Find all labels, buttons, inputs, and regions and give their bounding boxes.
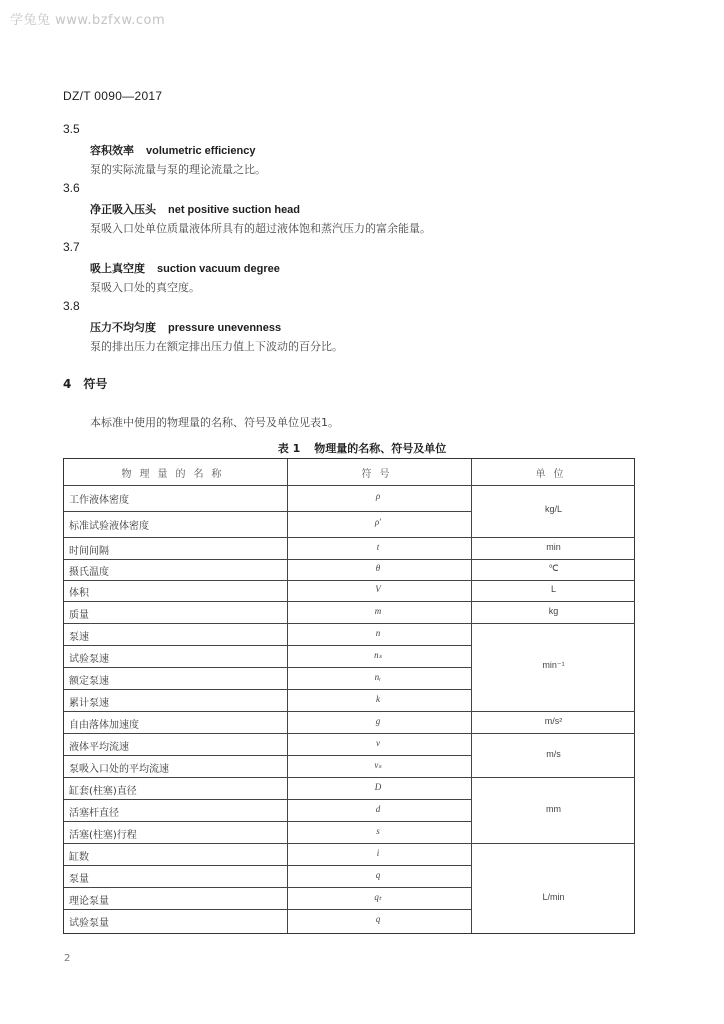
term-title-zh: 吸上真空度: [90, 262, 145, 275]
row-rule: [64, 623, 635, 624]
section-number: 4: [63, 377, 72, 391]
page-number: 2: [64, 953, 71, 964]
cell-name: 液体平均流速: [69, 742, 129, 753]
cell-name: 累计泵速: [69, 698, 109, 709]
cell-symbol: n: [375, 628, 381, 638]
term-number: 3.8: [63, 299, 80, 313]
cell-name: 泵量: [69, 874, 89, 885]
term-title-en: suction vacuum degree: [157, 263, 280, 275]
row-rule: [64, 799, 471, 800]
watermark: 学兔兔 www.bzfxw.com: [10, 13, 166, 28]
cell-unit: L/min: [542, 892, 565, 902]
cell-unit: ℃: [548, 563, 559, 573]
row-rule: [64, 601, 635, 602]
cell-symbol: s: [376, 826, 380, 836]
cell-symbol: v: [376, 738, 380, 748]
cell-unit: L: [550, 584, 556, 594]
cell-unit: kg/L: [544, 504, 562, 514]
cell-name: 自由落体加速度: [69, 720, 139, 731]
term-number: 3.7: [63, 240, 80, 254]
cell-unit: min: [546, 542, 561, 552]
cell-name: 缸套(柱塞)直径: [69, 786, 137, 797]
cell-symbol: D: [374, 782, 382, 792]
cell-symbol: nᵣ: [374, 672, 382, 682]
term-title: [90, 319, 281, 335]
table-caption-title: 物理量的名称、符号及单位: [314, 442, 447, 455]
section-title: 符号: [83, 377, 108, 391]
row-rule: [64, 511, 471, 512]
row-rule: [64, 821, 471, 822]
cell-symbol: ρ: [375, 491, 381, 501]
row-rule: [64, 667, 471, 668]
cell-name: 试验泵量: [69, 918, 109, 929]
term-title-zh: 净正吸入压头: [90, 203, 156, 216]
term-title: [90, 260, 280, 276]
row-rule: [64, 689, 471, 690]
row-rule: [64, 887, 471, 888]
term-title-zh: 压力不均匀度: [90, 321, 156, 334]
table-caption: [0, 440, 724, 456]
row-rule: [64, 711, 635, 712]
row-rule: [64, 733, 635, 734]
term-title-en: volumetric efficiency: [146, 145, 256, 157]
cell-name: 试验泵速: [69, 654, 109, 665]
header-unit: 单位: [535, 468, 572, 480]
cell-symbol: i: [376, 848, 380, 858]
cell-name: 体积: [69, 588, 89, 599]
cell-symbol: V: [375, 584, 381, 594]
cell-unit: mm: [546, 804, 561, 814]
cell-unit: m/s: [546, 749, 561, 759]
row-rule: [64, 537, 635, 538]
cell-name: 额定泵速: [69, 676, 109, 687]
row-rule: [64, 645, 471, 646]
header-name: 物理量的名称: [121, 468, 230, 480]
cell-unit: kg: [548, 606, 559, 616]
cell-name: 理论泵量: [69, 896, 109, 907]
cell-symbol: nₛ: [374, 650, 382, 660]
header-rule: [64, 485, 635, 486]
term-definition: 泵吸入口处单位质量液体所具有的超过液体饱和蒸汽压力的富余能量。: [90, 222, 431, 235]
row-rule: [64, 865, 471, 866]
cell-unit: m/s²: [544, 716, 563, 726]
symbols-table: [63, 458, 635, 934]
cell-name: 工作液体密度: [69, 495, 129, 506]
term-title-zh: 容积效率: [90, 144, 134, 157]
row-rule: [64, 559, 635, 560]
cell-symbol: q: [375, 870, 381, 880]
row-rule: [64, 909, 471, 910]
row-rule: [64, 580, 635, 581]
row-rule: [64, 777, 635, 778]
term-definition: 泵吸入口处的真空度。: [90, 281, 200, 294]
cell-symbol: g: [375, 716, 381, 726]
table-caption-number: 表 1: [277, 442, 301, 455]
cell-symbol: d: [375, 804, 381, 814]
cell-name: 泵速: [69, 632, 89, 643]
term-title: [90, 142, 255, 158]
column-divider: [471, 459, 472, 933]
term-number: 3.6: [63, 181, 80, 195]
cell-symbol: vₛ: [374, 760, 382, 770]
term-definition: 泵的排出压力在额定排出压力值上下波动的百分比。: [90, 340, 343, 353]
header-symbol: 符号: [361, 468, 398, 480]
cell-name: 质量: [69, 610, 89, 621]
term-title-en: pressure unevenness: [168, 322, 282, 334]
row-rule: [64, 755, 471, 756]
term-definition: 泵的实际流量与泵的理论流量之比。: [90, 163, 266, 176]
cell-name: 时间间隔: [69, 546, 109, 557]
term-title: [90, 201, 300, 217]
cell-symbol: k: [376, 694, 380, 704]
standard-number: DZ/T 0090—2017: [63, 89, 163, 103]
cell-symbol: q: [375, 914, 381, 924]
row-rule: [64, 843, 635, 844]
cell-name: 泵吸入口处的平均流速: [69, 764, 169, 775]
cell-name: 缸数: [69, 852, 89, 863]
cell-name: 活塞(柱塞)行程: [69, 830, 137, 841]
cell-symbol: θ: [375, 563, 381, 573]
term-title-en: net positive suction head: [168, 204, 301, 216]
section-heading: [63, 375, 107, 392]
section-intro: 本标准中使用的物理量的名称、符号及单位见表1。: [90, 416, 339, 429]
cell-symbol: m: [374, 606, 382, 616]
cell-symbol: t: [376, 542, 380, 552]
cell-name: 活塞杆直径: [69, 808, 119, 819]
cell-symbol: ρ′: [374, 517, 382, 527]
cell-symbol: qₜ: [374, 892, 382, 902]
cell-unit: min⁻¹: [542, 660, 565, 670]
cell-name: 标准试验液体密度: [69, 521, 149, 532]
term-number: 3.5: [63, 122, 80, 136]
cell-name: 摄氏温度: [69, 567, 109, 578]
